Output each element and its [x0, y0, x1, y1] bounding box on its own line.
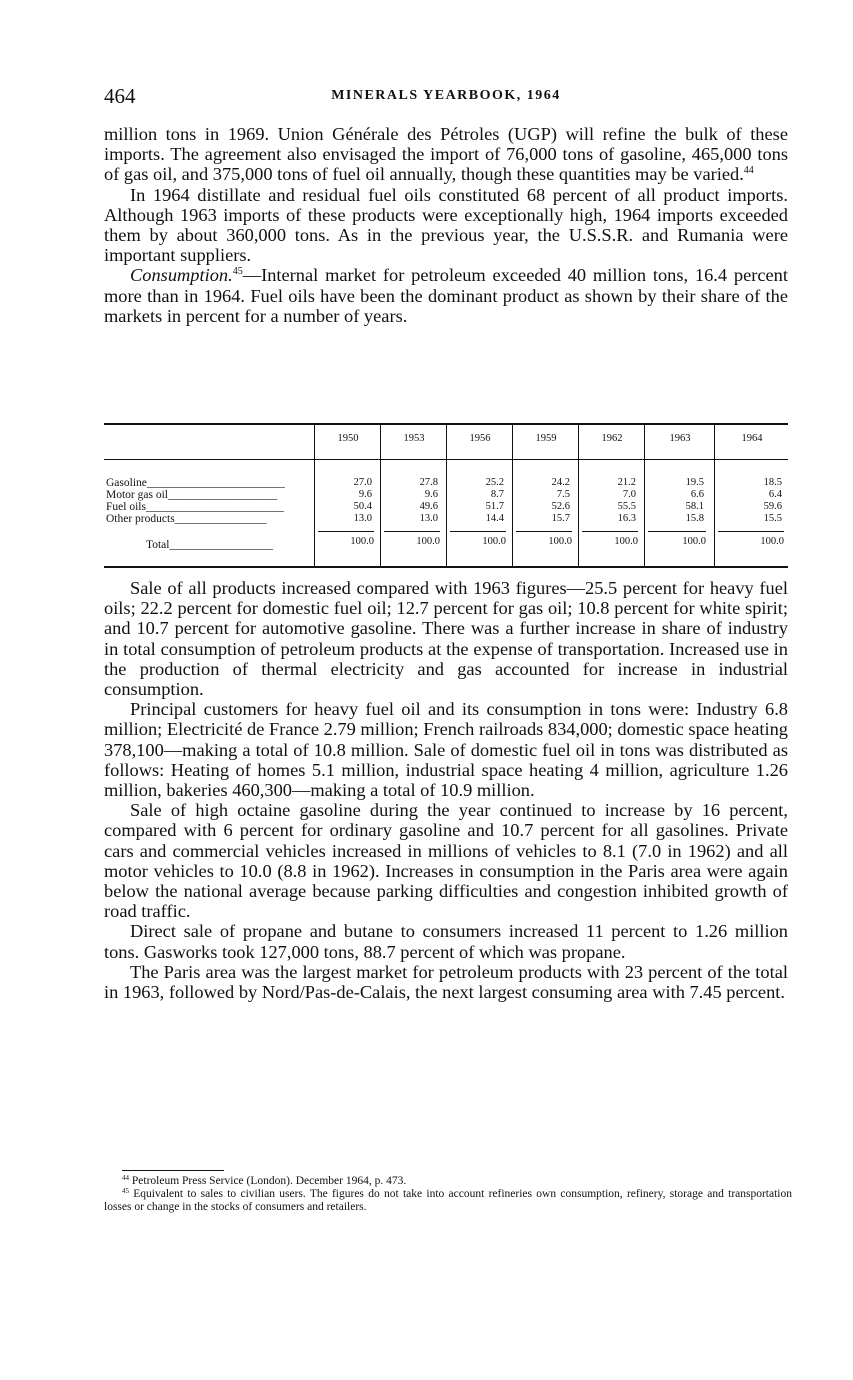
year-header: 1964	[741, 433, 763, 444]
table-cell: 21.2	[617, 477, 636, 488]
footnote-rule	[122, 1170, 224, 1171]
row-label: Motor gas oil___________________	[106, 489, 278, 501]
row-label-total: Total__________________	[146, 539, 273, 551]
table-cell: 9.6	[424, 489, 438, 500]
year-header: 1959	[535, 433, 557, 444]
paragraph: million tons in 1969. Union Générale des Pétroles (UGP) will refine the bulk of these imports. The agreement also envisaged the import of 76,000 tons of gasoline, 465,000 tons of gas oil, and 375,000 tons of fuel oil annually, though these quantities may be varied.$^{44}$	[104, 124, 788, 185]
table-cell: 24.2	[551, 477, 570, 488]
paragraph: In 1964 distillate and residual fuel oils constituted 68 percent of all product imports. Although 1963 imports of these products were exceptionally high, 1964 imports exceeded them by about 360,000 tons. As in the previous year, the U.S.S.R. and Rumania were important suppliers.	[104, 184, 788, 266]
total-cell: 100.0	[350, 536, 374, 547]
table-cell: 18.5	[763, 477, 782, 488]
column-divider	[512, 423, 513, 566]
total-rule	[718, 531, 784, 532]
column-divider	[446, 423, 447, 566]
top-text	[104, 124, 788, 326]
total-cell: 100.0	[760, 536, 784, 547]
paragraph: The Paris area was the largest market for petroleum products with 23 percent of the total in 1963, followed by Nord/Pas-de-Calais, the next largest consuming area with 7.45 percent.	[104, 961, 788, 1003]
table-cell: 15.8	[685, 513, 704, 524]
total-cell: 100.0	[614, 536, 638, 547]
row-label: Gasoline________________________	[106, 477, 285, 489]
consumption-heading: Consumption.	[130, 265, 233, 286]
paragraph: Direct sale of propane and butane to consumers increased 11 percent to 1.26 million tons. Gasworks took 127,000 tons, 88.7 percent of which was propane.	[104, 921, 788, 962]
table-cell: 25.2	[485, 477, 504, 488]
table-cell: 50.4	[353, 501, 372, 512]
total-rule	[648, 531, 706, 532]
footnote-ref: 45	[232, 266, 243, 278]
total-cell: 100.0	[548, 536, 572, 547]
column-divider	[380, 423, 381, 566]
year-header: 1953	[403, 433, 425, 444]
page-number: 464	[104, 84, 136, 108]
footnote-ref: 44	[743, 165, 754, 177]
total-rule	[582, 531, 638, 532]
column-divider	[578, 423, 579, 566]
table-cell: 13.0	[419, 513, 438, 524]
footnotes	[104, 1175, 792, 1214]
table-cell: 8.7	[490, 489, 504, 500]
column-divider	[314, 423, 315, 566]
paragraph: Sale of all products increased compared with 1963 figures—25.5 percent for heavy fuel oils; 22.2 percent for domestic fuel oil; 12.7 percent for gas oil; 10.8 percent for white spirit; and 10.7 percent for automotive gasoline. There was a further increase in share of industry in total consumption of petroleum products at the expense of transportation. Increased use in the production of thermal electricity and gas accounted for increase in industrial consumption.	[104, 578, 788, 700]
running-title: MINERALS YEARBOOK, 1964	[331, 88, 561, 103]
footnote: $^{44}$ Petroleum Press Service (London). December 1964, p. 473.	[122, 1174, 407, 1187]
year-header: 1950	[337, 433, 359, 444]
bottom-text	[104, 578, 788, 1002]
table-bottom-rule	[104, 566, 788, 568]
table-cell: 14.4	[485, 513, 504, 524]
table-cell: 27.0	[353, 477, 372, 488]
market-share-table	[104, 423, 788, 569]
table-cell: 27.8	[419, 477, 438, 488]
table-cell: 19.5	[685, 477, 704, 488]
row-label: Other products________________	[106, 513, 267, 525]
table-cell: 6.4	[768, 489, 782, 500]
year-header: 1956	[469, 433, 491, 444]
year-header: 1962	[601, 433, 623, 444]
total-cell: 100.0	[482, 536, 506, 547]
table-cell: 49.6	[419, 501, 438, 512]
table-cell: 15.7	[551, 513, 570, 524]
total-cell: 100.0	[682, 536, 706, 547]
table-cell: 52.6	[551, 501, 570, 512]
year-header: 1963	[669, 433, 691, 444]
table-cell: 59.6	[763, 501, 782, 512]
footnote: $^{45}$ Equivalent to sales to civilian users. The figures do not take into account refineries own consumption, refinery, storage and transportation losses or change in the stocks of consumers and retailers.	[104, 1187, 792, 1213]
table-cell: 16.3	[617, 513, 636, 524]
paragraph: Principal customers for heavy fuel oil and its consumption in tons were: Industry 6.8 million; Electricité de France 2.79 million; French railroads 834,000; domestic space heating 378,100—making a total of 10.8 million. Sale of domestic fuel oil in tons was distributed as follows: Heating of homes 5.1 million, industrial space heating 4 million, agriculture 1.26 million, bakeries 460,300—making a total of 10.9 million.	[104, 699, 788, 801]
paragraph: Sale of high octaine gasoline during the year continued to increase by 16 percent, compared with 6 percent for ordinary gasoline and 10.7 percent for all gasolines. Private cars and commercial vehicles increased in millions of vehicles to 8.1 (7.0 in 1962) and all motor vehicles to 10.0 (8.8 in 1962). Increases in consumption in the Paris area were again below the national average because parking difficulties and congestion inhibited growth of road traffic.	[104, 800, 788, 922]
consumption-paragraph: Consumption.$^{45}$—Internal market for petroleum exceeded 40 million tons, 16.4 percent more than in 1964. Fuel oils have been the dominant product as shown by their share of the markets in percent for a number of years.	[104, 265, 788, 326]
total-rule	[318, 531, 374, 532]
table-cell: 7.5	[556, 489, 570, 500]
page-header	[104, 84, 788, 110]
column-divider	[714, 423, 715, 566]
table-cell: 6.6	[690, 489, 704, 500]
table-cell: 55.5	[617, 501, 636, 512]
table-cell: 58.1	[685, 501, 704, 512]
table-cell: 13.0	[353, 513, 372, 524]
total-rule	[384, 531, 440, 532]
row-label: Fuel oils________________________	[106, 501, 284, 513]
total-cell: 100.0	[416, 536, 440, 547]
table-cell: 51.7	[485, 501, 504, 512]
table-cell: 15.5	[763, 513, 782, 524]
total-rule	[450, 531, 506, 532]
table-cell: 7.0	[622, 489, 636, 500]
column-divider	[644, 423, 645, 566]
table-cell: 9.6	[358, 489, 372, 500]
total-rule	[516, 531, 572, 532]
